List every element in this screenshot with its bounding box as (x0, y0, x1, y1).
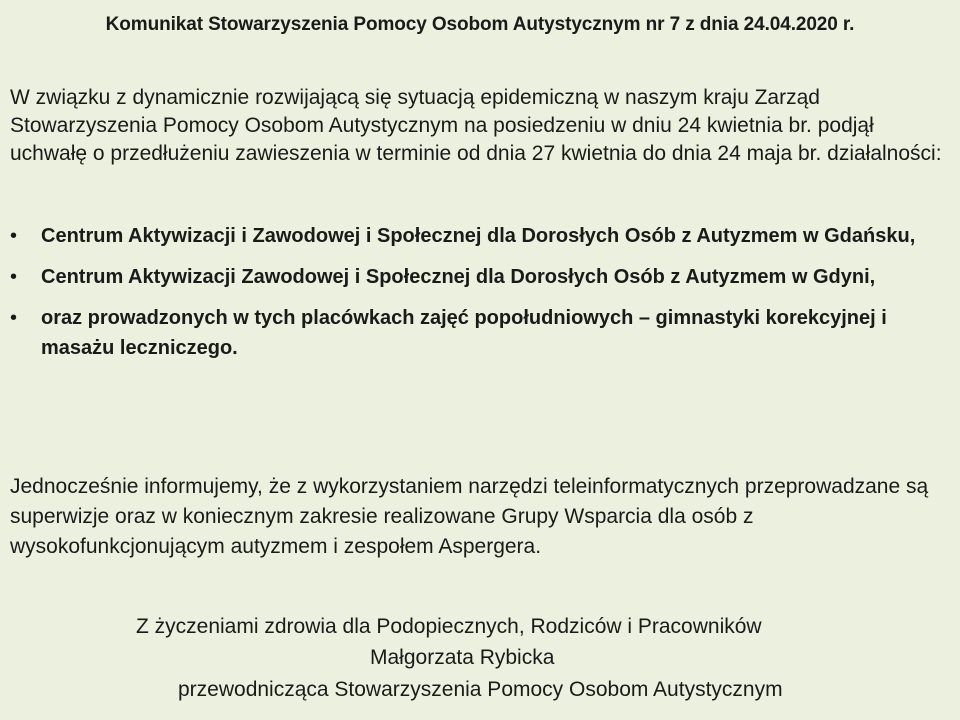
suspended-activities-list (10, 221, 940, 374)
list-item-text: Centrum Aktywizacji Zawodowej i Społecznej dla Dorosłych Osób z Autyzmem w Gdyni, (41, 266, 876, 288)
closing-greeting: Z życzeniami zdrowia dla Podopiecznych, Rodziców i Pracowników (136, 615, 762, 638)
list-item (10, 262, 940, 292)
bullet-icon: • (10, 307, 18, 329)
signatory-role: przewodnicząca Stowarzyszenia Pomocy Osobom Autystycznym (178, 678, 783, 701)
list-item (10, 303, 940, 363)
signatory-name: Małgorzata Rybicka (370, 646, 555, 669)
list-item-text: oraz prowadzonych w tych placówkach zajęć popołudniowych – gimnastyki korekcyjnej i masażu leczniczego. (41, 307, 887, 359)
bullet-icon: • (10, 266, 18, 288)
info-paragraph: Jednocześnie informujemy, że z wykorzystaniem narzędzi teleinformatycznych przeprowadzane są superwizje oraz w koniecznym zakresie realizowane Grupy Wsparcia dla osób z wysokofunkcjonującym autyzmem i zespołem Aspergera. (10, 475, 929, 558)
list-item (10, 221, 940, 251)
bullet-icon: • (10, 225, 18, 247)
document-title: Komunikat Stowarzyszenia Pomocy Osobom Autystycznym nr 7 z dnia 24.04.2020 r. (105, 14, 855, 35)
list-item-text: Centrum Aktywizacji i Zawodowej i Społecznej dla Dorosłych Osób z Autyzmem w Gdańsku, (41, 225, 916, 247)
intro-paragraph: W związku z dynamicznie rozwijającą się sytuacją epidemiczną w naszym kraju Zarząd Stowarzyszenia Pomocy Osobom Autystycznym na posiedzeniu w dniu 24 kwietnia br. podjął uchwałę o przedłużeniu zawieszenia w terminie od dnia 27 kwietnia do dnia 24 maja br. działalności: (10, 86, 942, 165)
